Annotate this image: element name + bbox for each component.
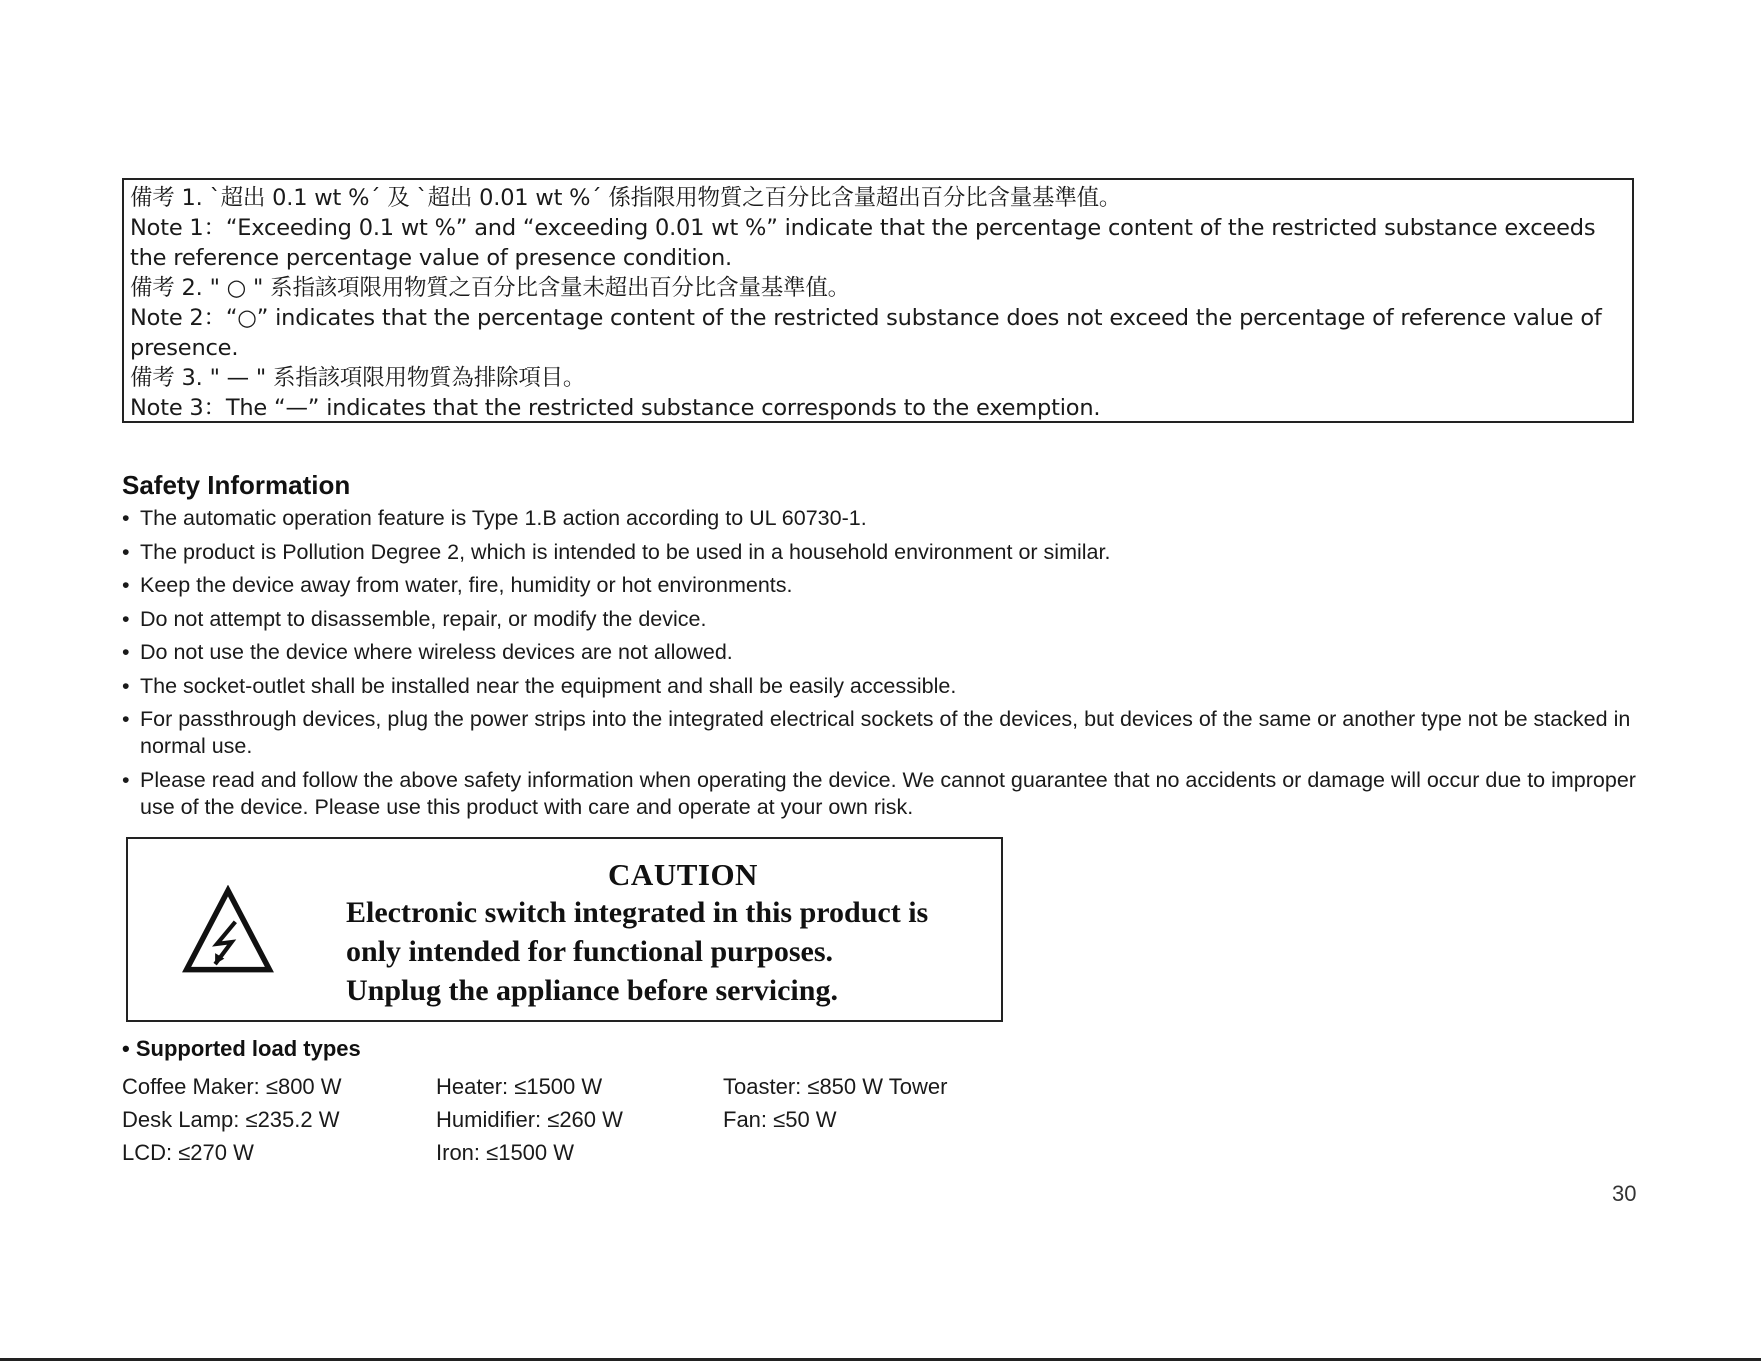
load-column-2	[436, 1070, 623, 1169]
note-3-chinese: 備考 3. " — " 系指該項限用物質為排除項目。	[130, 365, 586, 391]
load-item: LCD: ≤270 W	[122, 1140, 254, 1165]
rohs-notes-box	[122, 178, 1634, 423]
caution-text	[346, 893, 928, 1010]
load-item: Humidifier: ≤260 W	[436, 1107, 623, 1132]
note-1-english: Note 1：“Exceeding 0.1 wt %” and “exceeding 0.01 wt %” indicate that the percentage content of the restricted substance exceeds the reference percentage value of presence condition.	[130, 215, 1596, 271]
caution-title: CAUTION	[608, 857, 758, 892]
safety-title: Safety Information	[122, 470, 351, 500]
caution-line: only intended for functional purposes.	[346, 935, 834, 968]
caution-line: Unplug the appliance before servicing.	[346, 974, 838, 1007]
safety-item: • For passthrough devices, plug the power strips into the integrated electrical sockets of the devices, but devices of the same or another type not be stacked in normal use.	[122, 706, 1642, 760]
safety-item: • Keep the device away from water, fire, humidity or hot environments.	[122, 572, 1642, 599]
load-item: Coffee Maker: ≤800 W	[122, 1074, 342, 1099]
load-column-1	[122, 1070, 342, 1169]
caution-line: Electronic switch integrated in this product is	[346, 896, 929, 929]
safety-list	[122, 505, 1642, 827]
safety-item: • The product is Pollution Degree 2, which is intended to be used in a household environment or similar.	[122, 539, 1642, 566]
electric-hazard-warning-icon	[182, 885, 274, 977]
load-item: Desk Lamp: ≤235.2 W	[122, 1107, 340, 1132]
safety-item: • The socket-outlet shall be installed near the equipment and shall be easily accessible.	[122, 673, 1642, 700]
note-2-chinese: 備考 2. " ○ " 系指該項限用物質之百分比含量未超出百分比含量基準值。	[130, 275, 850, 301]
safety-item: • Please read and follow the above safety information when operating the device. We cannot guarantee that no accidents or damage will occur due to improper use of the device. Please use this product with care and operate at your own risk.	[122, 767, 1642, 821]
note-1-chinese: 備考 1. ˋ超出 0.1 wt %ˊ 及 ˋ超出 0.01 wt %ˊ 係指限用物質之百分比含量超出百分比含量基準值。	[130, 185, 1122, 211]
note-3-english: Note 3：The “—” indicates that the restricted substance corresponds to the exemption.	[130, 395, 1101, 421]
note-2-english: Note 2：“○” indicates that the percentage content of the restricted substance does not exceed the percentage of reference value of presence.	[130, 305, 1602, 361]
caution-box	[126, 837, 1003, 1022]
load-item: Fan: ≤50 W	[723, 1107, 837, 1132]
load-types-title: • Supported load types	[122, 1036, 361, 1062]
load-column-3	[723, 1070, 947, 1136]
load-item: Iron: ≤1500 W	[436, 1140, 575, 1165]
page-number: 30	[1612, 1181, 1637, 1206]
safety-item: • Do not use the device where wireless devices are not allowed.	[122, 639, 1642, 666]
safety-item: • Do not attempt to disassemble, repair, or modify the device.	[122, 606, 1642, 633]
safety-item: • The automatic operation feature is Type 1.B action according to UL 60730-1.	[122, 505, 1642, 532]
load-item: Heater: ≤1500 W	[436, 1074, 603, 1099]
load-item: Toaster: ≤850 W Tower	[723, 1074, 948, 1099]
